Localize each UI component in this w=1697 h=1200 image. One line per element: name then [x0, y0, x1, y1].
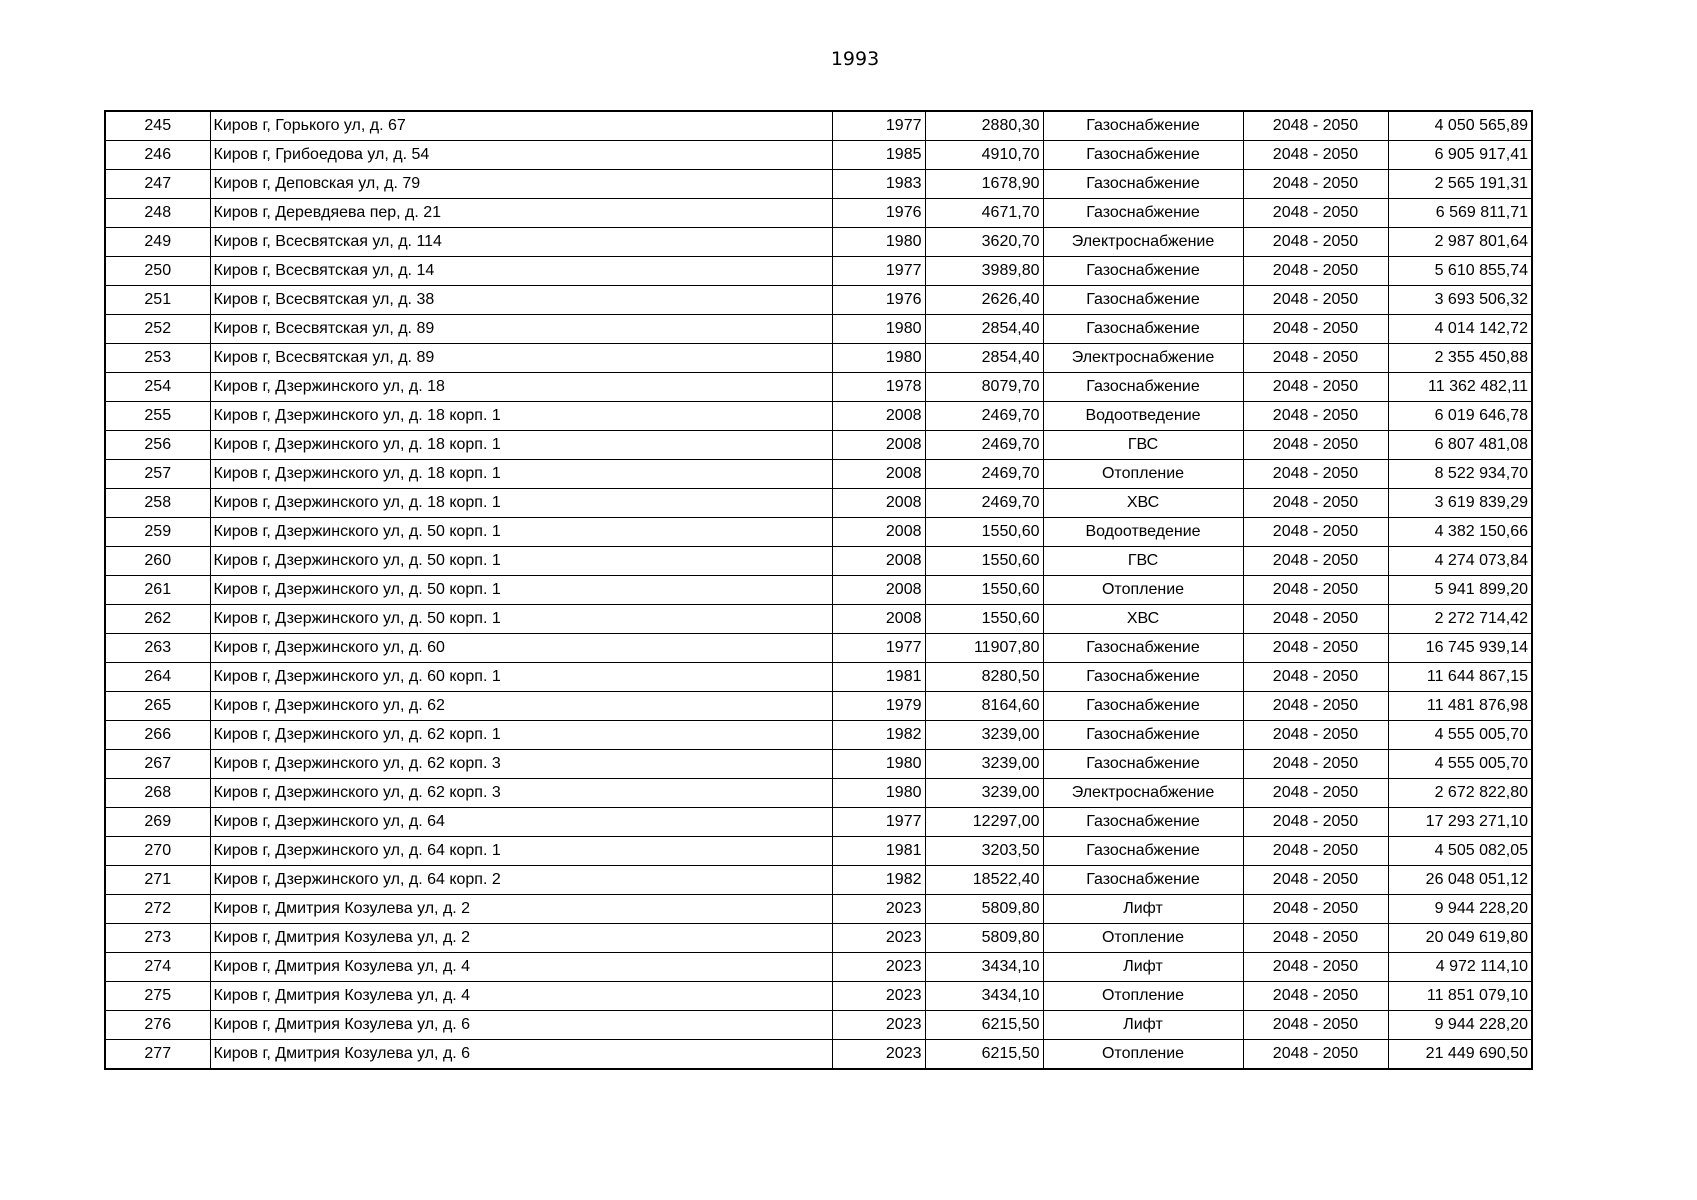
row-number: 248	[105, 199, 210, 228]
work-type-cell: Газоснабжение	[1043, 866, 1243, 895]
work-type-cell: Газоснабжение	[1043, 315, 1243, 344]
area-cell: 5809,80	[925, 924, 1043, 953]
work-type-cell: ГВС	[1043, 547, 1243, 576]
year-built-cell: 2023	[832, 982, 925, 1011]
period-cell: 2048 - 2050	[1243, 344, 1388, 373]
area-cell: 3620,70	[925, 228, 1043, 257]
cost-cell: 11 362 482,11	[1388, 373, 1532, 402]
table-row	[105, 663, 1532, 692]
table-row	[105, 721, 1532, 750]
table-row	[105, 402, 1532, 431]
cost-cell: 6 807 481,08	[1388, 431, 1532, 460]
address-cell: Киров г, Всесвятская ул, д. 38	[210, 286, 832, 315]
period-cell: 2048 - 2050	[1243, 924, 1388, 953]
cost-cell: 2 987 801,64	[1388, 228, 1532, 257]
address-cell: Киров г, Всесвятская ул, д. 14	[210, 257, 832, 286]
address-cell: Киров г, Дмитрия Козулева ул, д. 4	[210, 953, 832, 982]
work-type-cell: Водоотведение	[1043, 518, 1243, 547]
year-built-cell: 1982	[832, 866, 925, 895]
cost-cell: 3 619 839,29	[1388, 489, 1532, 518]
address-cell: Киров г, Дзержинского ул, д. 62 корп. 1	[210, 721, 832, 750]
row-number: 249	[105, 228, 210, 257]
table-row	[105, 170, 1532, 199]
cost-cell: 3 693 506,32	[1388, 286, 1532, 315]
row-number: 245	[105, 111, 210, 141]
address-cell: Киров г, Дзержинского ул, д. 64 корп. 1	[210, 837, 832, 866]
row-number: 268	[105, 779, 210, 808]
cost-cell: 11 481 876,98	[1388, 692, 1532, 721]
address-cell: Киров г, Дзержинского ул, д. 18	[210, 373, 832, 402]
period-cell: 2048 - 2050	[1243, 692, 1388, 721]
period-cell: 2048 - 2050	[1243, 111, 1388, 141]
table-row	[105, 576, 1532, 605]
cost-cell: 2 672 822,80	[1388, 779, 1532, 808]
period-cell: 2048 - 2050	[1243, 721, 1388, 750]
period-cell: 2048 - 2050	[1243, 866, 1388, 895]
table-row	[105, 750, 1532, 779]
year-built-cell: 1981	[832, 837, 925, 866]
period-cell: 2048 - 2050	[1243, 170, 1388, 199]
year-built-cell: 1976	[832, 286, 925, 315]
table-row	[105, 460, 1532, 489]
area-cell: 2854,40	[925, 344, 1043, 373]
year-built-cell: 1980	[832, 315, 925, 344]
year-built-cell: 1980	[832, 344, 925, 373]
period-cell: 2048 - 2050	[1243, 1011, 1388, 1040]
area-cell: 3239,00	[925, 779, 1043, 808]
work-type-cell: Лифт	[1043, 1011, 1243, 1040]
table-row	[105, 228, 1532, 257]
year-built-cell: 1977	[832, 257, 925, 286]
table-row	[105, 518, 1532, 547]
work-type-cell: Газоснабжение	[1043, 808, 1243, 837]
area-cell: 12297,00	[925, 808, 1043, 837]
period-cell: 2048 - 2050	[1243, 257, 1388, 286]
address-cell: Киров г, Дзержинского ул, д. 60	[210, 634, 832, 663]
table-row	[105, 953, 1532, 982]
cost-cell: 11 851 079,10	[1388, 982, 1532, 1011]
work-type-cell: Газоснабжение	[1043, 750, 1243, 779]
period-cell: 2048 - 2050	[1243, 1040, 1388, 1070]
address-cell: Киров г, Дмитрия Козулева ул, д. 2	[210, 895, 832, 924]
address-cell: Киров г, Дзержинского ул, д. 62 корп. 3	[210, 750, 832, 779]
period-cell: 2048 - 2050	[1243, 315, 1388, 344]
period-cell: 2048 - 2050	[1243, 837, 1388, 866]
cost-cell: 9 944 228,20	[1388, 895, 1532, 924]
work-type-cell: ХВС	[1043, 605, 1243, 634]
address-cell: Киров г, Дзержинского ул, д. 64 корп. 2	[210, 866, 832, 895]
row-number: 251	[105, 286, 210, 315]
row-number: 269	[105, 808, 210, 837]
area-cell: 2880,30	[925, 111, 1043, 141]
table-row	[105, 547, 1532, 576]
year-built-cell: 1976	[832, 199, 925, 228]
row-number: 276	[105, 1011, 210, 1040]
period-cell: 2048 - 2050	[1243, 634, 1388, 663]
year-built-cell: 1977	[832, 111, 925, 141]
work-type-cell: Электроснабжение	[1043, 344, 1243, 373]
address-cell: Киров г, Дмитрия Козулева ул, д. 6	[210, 1040, 832, 1070]
area-cell: 3203,50	[925, 837, 1043, 866]
work-type-cell: Электроснабжение	[1043, 228, 1243, 257]
area-cell: 5809,80	[925, 895, 1043, 924]
area-cell: 8280,50	[925, 663, 1043, 692]
period-cell: 2048 - 2050	[1243, 373, 1388, 402]
cost-cell: 2 272 714,42	[1388, 605, 1532, 634]
address-cell: Киров г, Всесвятская ул, д. 89	[210, 315, 832, 344]
address-cell: Киров г, Дзержинского ул, д. 60 корп. 1	[210, 663, 832, 692]
work-type-cell: Отопление	[1043, 982, 1243, 1011]
year-built-cell: 2008	[832, 460, 925, 489]
cost-cell: 9 944 228,20	[1388, 1011, 1532, 1040]
period-cell: 2048 - 2050	[1243, 228, 1388, 257]
cost-cell: 6 019 646,78	[1388, 402, 1532, 431]
period-cell: 2048 - 2050	[1243, 808, 1388, 837]
work-type-cell: Газоснабжение	[1043, 634, 1243, 663]
area-cell: 8079,70	[925, 373, 1043, 402]
year-built-cell: 1979	[832, 692, 925, 721]
year-built-cell: 1977	[832, 634, 925, 663]
year-built-cell: 1980	[832, 228, 925, 257]
address-cell: Киров г, Дзержинского ул, д. 18 корп. 1	[210, 460, 832, 489]
period-cell: 2048 - 2050	[1243, 895, 1388, 924]
period-cell: 2048 - 2050	[1243, 460, 1388, 489]
work-type-cell: Отопление	[1043, 576, 1243, 605]
row-number: 247	[105, 170, 210, 199]
row-number: 257	[105, 460, 210, 489]
cost-cell: 4 555 005,70	[1388, 750, 1532, 779]
table-row	[105, 344, 1532, 373]
table-row	[105, 837, 1532, 866]
row-number: 274	[105, 953, 210, 982]
year-built-cell: 2008	[832, 605, 925, 634]
table-row	[105, 1011, 1532, 1040]
cost-cell: 2 565 191,31	[1388, 170, 1532, 199]
work-type-cell: Газоснабжение	[1043, 199, 1243, 228]
year-built-cell: 1977	[832, 808, 925, 837]
address-cell: Киров г, Дмитрия Козулева ул, д. 6	[210, 1011, 832, 1040]
work-type-cell: Газоснабжение	[1043, 170, 1243, 199]
cost-cell: 17 293 271,10	[1388, 808, 1532, 837]
year-built-cell: 2023	[832, 924, 925, 953]
table-row	[105, 982, 1532, 1011]
row-number: 263	[105, 634, 210, 663]
address-cell: Киров г, Всесвятская ул, д. 114	[210, 228, 832, 257]
area-cell: 1550,60	[925, 576, 1043, 605]
area-cell: 2469,70	[925, 460, 1043, 489]
table-row	[105, 779, 1532, 808]
work-type-cell: Газоснабжение	[1043, 141, 1243, 170]
work-type-cell: Отопление	[1043, 1040, 1243, 1070]
area-cell: 1550,60	[925, 518, 1043, 547]
work-type-cell: ГВС	[1043, 431, 1243, 460]
table-row	[105, 315, 1532, 344]
work-type-cell: Лифт	[1043, 895, 1243, 924]
area-cell: 11907,80	[925, 634, 1043, 663]
cost-cell: 26 048 051,12	[1388, 866, 1532, 895]
period-cell: 2048 - 2050	[1243, 605, 1388, 634]
row-number: 260	[105, 547, 210, 576]
cost-cell: 8 522 934,70	[1388, 460, 1532, 489]
row-number: 252	[105, 315, 210, 344]
period-cell: 2048 - 2050	[1243, 779, 1388, 808]
address-cell: Киров г, Дзержинского ул, д. 50 корп. 1	[210, 605, 832, 634]
period-cell: 2048 - 2050	[1243, 547, 1388, 576]
address-cell: Киров г, Дзержинского ул, д. 62 корп. 3	[210, 779, 832, 808]
row-number: 277	[105, 1040, 210, 1070]
work-type-cell: Лифт	[1043, 953, 1243, 982]
area-cell: 6215,50	[925, 1040, 1043, 1070]
work-type-cell: Газоснабжение	[1043, 692, 1243, 721]
area-cell: 6215,50	[925, 1011, 1043, 1040]
row-number: 271	[105, 866, 210, 895]
area-cell: 3239,00	[925, 721, 1043, 750]
area-cell: 1550,60	[925, 605, 1043, 634]
table-row	[105, 373, 1532, 402]
year-built-cell: 2008	[832, 547, 925, 576]
period-cell: 2048 - 2050	[1243, 286, 1388, 315]
cost-cell: 6 905 917,41	[1388, 141, 1532, 170]
area-cell: 4910,70	[925, 141, 1043, 170]
area-cell: 3989,80	[925, 257, 1043, 286]
registry-table	[104, 110, 1533, 1070]
address-cell: Киров г, Деревдяева пер, д. 21	[210, 199, 832, 228]
row-number: 261	[105, 576, 210, 605]
area-cell: 4671,70	[925, 199, 1043, 228]
period-cell: 2048 - 2050	[1243, 576, 1388, 605]
area-cell: 3239,00	[925, 750, 1043, 779]
cost-cell: 4 014 142,72	[1388, 315, 1532, 344]
address-cell: Киров г, Деповская ул, д. 79	[210, 170, 832, 199]
area-cell: 18522,40	[925, 866, 1043, 895]
year-built-cell: 1981	[832, 663, 925, 692]
work-type-cell: ХВС	[1043, 489, 1243, 518]
area-cell: 2854,40	[925, 315, 1043, 344]
table-row	[105, 1040, 1532, 1070]
address-cell: Киров г, Дзержинского ул, д. 18 корп. 1	[210, 489, 832, 518]
address-cell: Киров г, Дзержинского ул, д. 62	[210, 692, 832, 721]
period-cell: 2048 - 2050	[1243, 663, 1388, 692]
area-cell: 1550,60	[925, 547, 1043, 576]
row-number: 270	[105, 837, 210, 866]
work-type-cell: Газоснабжение	[1043, 257, 1243, 286]
cost-cell: 4 274 073,84	[1388, 547, 1532, 576]
year-built-cell: 2008	[832, 576, 925, 605]
work-type-cell: Газоснабжение	[1043, 721, 1243, 750]
table-row	[105, 605, 1532, 634]
period-cell: 2048 - 2050	[1243, 141, 1388, 170]
table-row	[105, 489, 1532, 518]
period-cell: 2048 - 2050	[1243, 750, 1388, 779]
year-built-cell: 2008	[832, 518, 925, 547]
cost-cell: 4 555 005,70	[1388, 721, 1532, 750]
cost-cell: 21 449 690,50	[1388, 1040, 1532, 1070]
cost-cell: 20 049 619,80	[1388, 924, 1532, 953]
year-built-cell: 1983	[832, 170, 925, 199]
table-row	[105, 634, 1532, 663]
table-row	[105, 866, 1532, 895]
cost-cell: 4 382 150,66	[1388, 518, 1532, 547]
period-cell: 2048 - 2050	[1243, 431, 1388, 460]
row-number: 254	[105, 373, 210, 402]
cost-cell: 16 745 939,14	[1388, 634, 1532, 663]
address-cell: Киров г, Дзержинского ул, д. 50 корп. 1	[210, 518, 832, 547]
work-type-cell: Водоотведение	[1043, 402, 1243, 431]
year-built-cell: 1978	[832, 373, 925, 402]
table-row	[105, 895, 1532, 924]
address-cell: Киров г, Дмитрия Козулева ул, д. 4	[210, 982, 832, 1011]
row-number: 256	[105, 431, 210, 460]
year-built-cell: 2023	[832, 1040, 925, 1070]
year-built-cell: 1985	[832, 141, 925, 170]
row-number: 267	[105, 750, 210, 779]
period-cell: 2048 - 2050	[1243, 518, 1388, 547]
address-cell: Киров г, Дмитрия Козулева ул, д. 2	[210, 924, 832, 953]
area-cell: 2626,40	[925, 286, 1043, 315]
work-type-cell: Электроснабжение	[1043, 779, 1243, 808]
period-cell: 2048 - 2050	[1243, 402, 1388, 431]
area-cell: 3434,10	[925, 982, 1043, 1011]
work-type-cell: Газоснабжение	[1043, 837, 1243, 866]
work-type-cell: Отопление	[1043, 924, 1243, 953]
page-number: 1993	[830, 48, 880, 70]
area-cell: 8164,60	[925, 692, 1043, 721]
year-built-cell: 2023	[832, 895, 925, 924]
work-type-cell: Газоснабжение	[1043, 663, 1243, 692]
year-built-cell: 2008	[832, 402, 925, 431]
year-built-cell: 2023	[832, 953, 925, 982]
row-number: 246	[105, 141, 210, 170]
row-number: 273	[105, 924, 210, 953]
table-row	[105, 431, 1532, 460]
year-built-cell: 1982	[832, 721, 925, 750]
table-row	[105, 257, 1532, 286]
year-built-cell: 2008	[832, 431, 925, 460]
address-cell: Киров г, Грибоедова ул, д. 54	[210, 141, 832, 170]
cost-cell: 4 050 565,89	[1388, 111, 1532, 141]
period-cell: 2048 - 2050	[1243, 199, 1388, 228]
row-number: 250	[105, 257, 210, 286]
cost-cell: 6 569 811,71	[1388, 199, 1532, 228]
year-built-cell: 2023	[832, 1011, 925, 1040]
address-cell: Киров г, Дзержинского ул, д. 64	[210, 808, 832, 837]
year-built-cell: 2008	[832, 489, 925, 518]
table-row	[105, 199, 1532, 228]
table-row	[105, 111, 1532, 141]
table-row	[105, 808, 1532, 837]
area-cell: 2469,70	[925, 402, 1043, 431]
period-cell: 2048 - 2050	[1243, 982, 1388, 1011]
row-number: 266	[105, 721, 210, 750]
row-number: 275	[105, 982, 210, 1011]
row-number: 264	[105, 663, 210, 692]
cost-cell: 5 941 899,20	[1388, 576, 1532, 605]
area-cell: 2469,70	[925, 489, 1043, 518]
cost-cell: 2 355 450,88	[1388, 344, 1532, 373]
row-number: 255	[105, 402, 210, 431]
area-cell: 1678,90	[925, 170, 1043, 199]
cost-cell: 4 972 114,10	[1388, 953, 1532, 982]
period-cell: 2048 - 2050	[1243, 953, 1388, 982]
address-cell: Киров г, Дзержинского ул, д. 50 корп. 1	[210, 576, 832, 605]
period-cell: 2048 - 2050	[1243, 489, 1388, 518]
row-number: 259	[105, 518, 210, 547]
year-built-cell: 1980	[832, 779, 925, 808]
table-row	[105, 286, 1532, 315]
address-cell: Киров г, Дзержинского ул, д. 50 корп. 1	[210, 547, 832, 576]
registry-body	[105, 111, 1532, 1069]
row-number: 253	[105, 344, 210, 373]
area-cell: 2469,70	[925, 431, 1043, 460]
row-number: 272	[105, 895, 210, 924]
row-number: 258	[105, 489, 210, 518]
cost-cell: 11 644 867,15	[1388, 663, 1532, 692]
table-row	[105, 141, 1532, 170]
address-cell: Киров г, Горького ул, д. 67	[210, 111, 832, 141]
work-type-cell: Отопление	[1043, 460, 1243, 489]
address-cell: Киров г, Дзержинского ул, д. 18 корп. 1	[210, 431, 832, 460]
address-cell: Киров г, Всесвятская ул, д. 89	[210, 344, 832, 373]
cost-cell: 4 505 082,05	[1388, 837, 1532, 866]
year-built-cell: 1980	[832, 750, 925, 779]
cost-cell: 5 610 855,74	[1388, 257, 1532, 286]
work-type-cell: Газоснабжение	[1043, 286, 1243, 315]
address-cell: Киров г, Дзержинского ул, д. 18 корп. 1	[210, 402, 832, 431]
table-row	[105, 924, 1532, 953]
work-type-cell: Газоснабжение	[1043, 373, 1243, 402]
work-type-cell: Газоснабжение	[1043, 111, 1243, 141]
row-number: 265	[105, 692, 210, 721]
row-number: 262	[105, 605, 210, 634]
table-row	[105, 692, 1532, 721]
area-cell: 3434,10	[925, 953, 1043, 982]
